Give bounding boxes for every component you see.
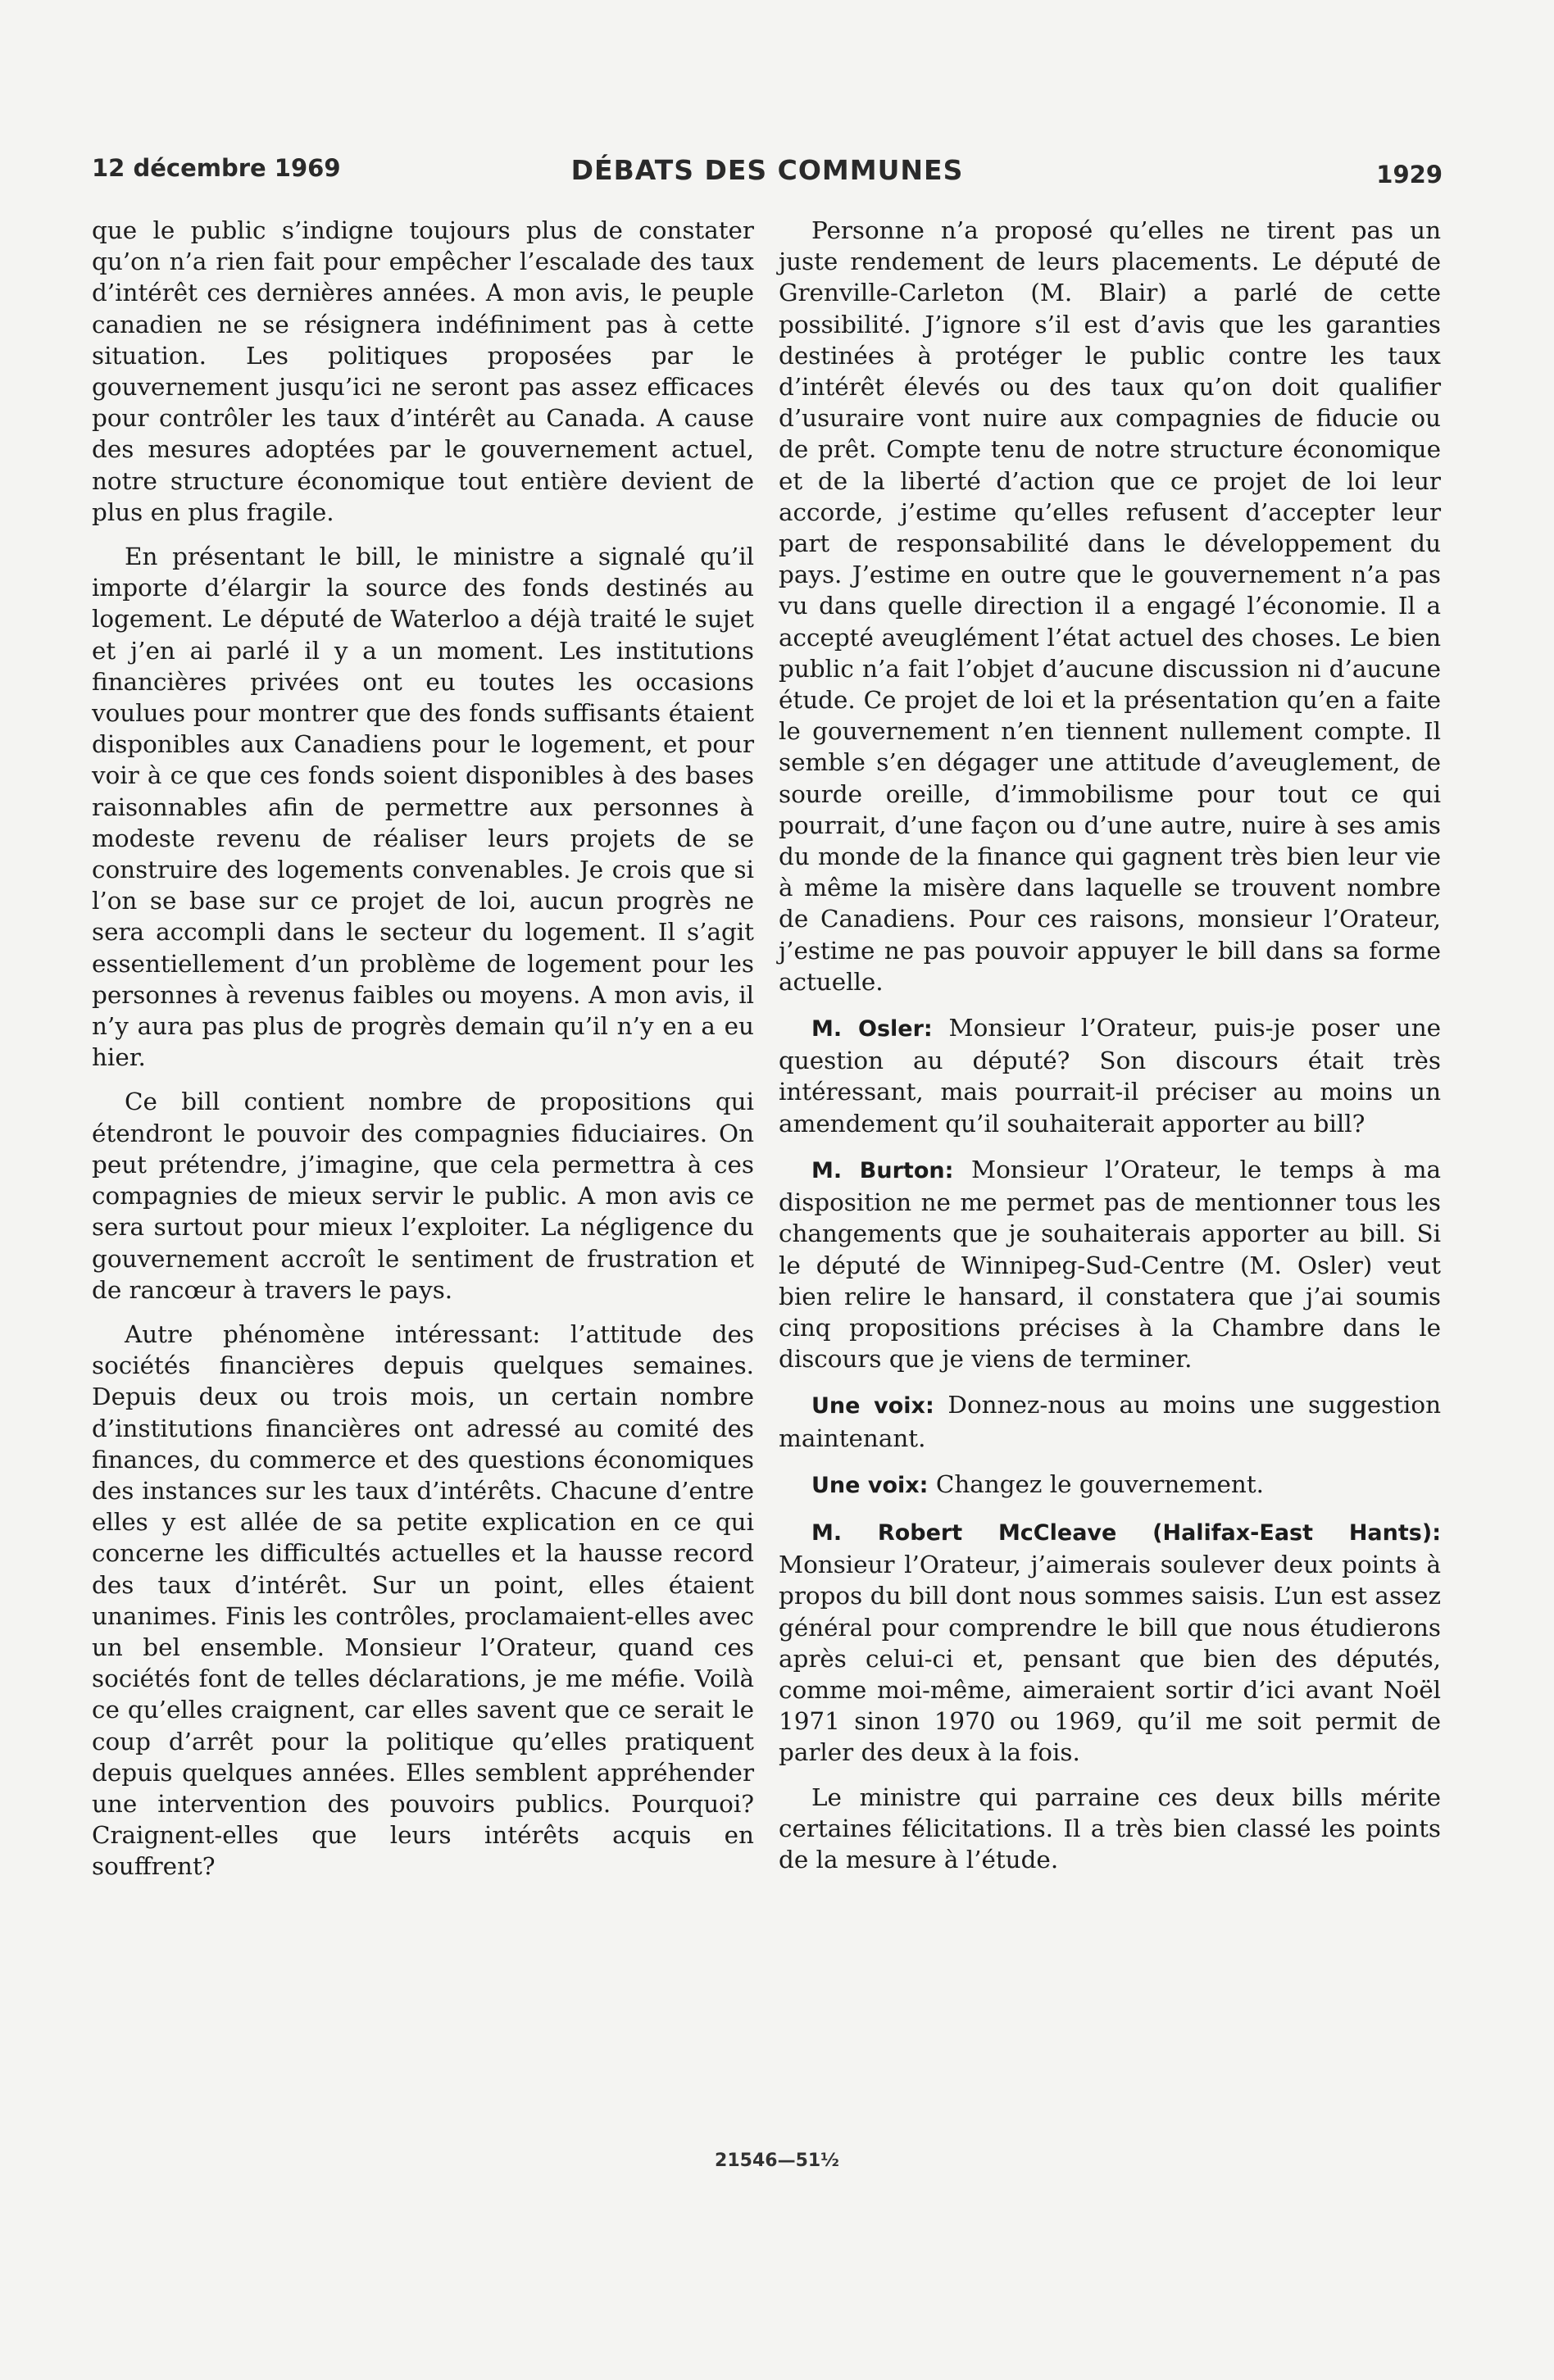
left-column	[92, 215, 754, 1896]
speech-text: Donnez-nous au moins une suggestion maintenant.	[779, 1391, 1442, 1452]
paragraph: Autre phénomène intéressant: l’attitude des sociétés financières depuis quelques semaines. Depuis deux ou trois mois, un certain nombre d’institutions financières ont adressé au comité des finances, du commerce et des questions économiques des instances sur les taux d’intérêts. Chacune d’entre elles y est allée de sa petite explication en ce qui concerne les difficultés actuelles et la hausse record des taux d’intérêt. Sur un point, elles étaient unanimes. Finis les contrôles, proclamaient-elles avec un bel ensemble. Monsieur l’Orateur, quand ces sociétés font de telles déclarations, je me méfie. Voilà ce qu’elles craignent, car elles savent que ce serait le coup d’arrêt pour la politique qu’elles pratiquent depuis quelques années. Elles semblent appréhender une intervention des pouvoirs publics. Pourquoi? Craignent-elles que leurs intérêts acquis en souffrent?	[92, 1319, 754, 1881]
paragraph: Le ministre qui parraine ces deux bills mérite certaines félicitations. Il a très bien classé les points de la mesure à l’étude.	[779, 1783, 1441, 1874]
right-column	[779, 215, 1441, 1888]
speech-text: Changez le gouvernement.	[935, 1469, 1265, 1498]
speech-text: Monsieur l’Orateur, le temps à ma disposition ne me permet pas de mentionner tous les changements que je souhaiterais apporter au bill. Si le député de Winnipeg-Sud-Centre (M. Osler) veut bien relire le hansard, il constatera que j’ai soumis cinq propositions précises à la Chambre dans le discours que je viens de terminer.	[779, 1155, 1441, 1374]
speech-text: Monsieur l’Orateur, j’aimerais soulever deux points à propos du bill dont nous sommes saisis. L’un est assez général pour comprendre le bill que nous étudierons après celui-ci et, pensant que bien des députés, comme moi-même, aimeraient sortir d’ici avant Noël 1971 sinon 1970 ou 1969, qu’il me soit permit de parler des deux à la fois.	[779, 1551, 1441, 1767]
printer-signature: 21546—51½	[715, 2151, 839, 2171]
paragraph: Ce bill contient nombre de propositions qui étendront le pouvoir des compagnies fiduciaires. On peut prétendre, j’imagine, que cela permettra à ces compagnies de mieux servir le public. A mon avis ce sera surtout pour mieux l’exploiter. La négligence du gouvernement accroît le sentiment de frustration et de rancœur à travers le pays.	[92, 1088, 754, 1304]
speech-mccleave	[779, 1516, 1441, 1769]
speaker-name: M. Burton:	[811, 1157, 954, 1183]
page-header	[92, 154, 1443, 195]
speech-voice-2	[779, 1469, 1441, 1501]
speech-burton	[779, 1154, 1441, 1374]
speech-osler	[779, 1012, 1441, 1139]
header-title: DÉBATS DES COMMUNES	[570, 154, 964, 186]
paragraph: En présentant le bill, le ministre a signalé qu’il importe d’élargir la source des fonds destinés au logement. Le député de Waterloo a déjà traité le sujet et j’en ai parlé il y a un moment. Les institutions financières privées ont eu toutes les occasions voulues pour montrer que des fonds suffisants étaient disponibles aux Canadiens pour le logement, et pour voir à ce que ces fonds soient disponibles à des bases raisonnables afin de permettre aux personnes à modeste revenu de réaliser leurs projets de se construire des logements convenables. Je crois que si l’on se base sur ce projet de loi, aucun progrès ne sera accompli dans le secteur du logement. Il s’agit essentiellement d’un problème de logement pour les personnes à revenus faibles ou moyens. A mon avis, il n’y aura pas plus de progrès demain qu’il n’y en a eu hier.	[92, 543, 754, 1072]
speaker-name: Une voix:	[811, 1472, 929, 1498]
speaker-name: M. Osler:	[811, 1016, 933, 1042]
speaker-name: Une voix:	[811, 1393, 934, 1419]
speech-text: Monsieur l’Orateur, puis-je poser une question au député? Son discours était très intéressant, mais pourrait-il préciser au moins un amendement qu’il souhaiterait apporter au bill?	[779, 1014, 1442, 1138]
page-number: 1929	[1376, 161, 1443, 188]
speech-voice-1	[779, 1389, 1441, 1453]
paragraph: que le public s’indigne toujours plus de constater qu’on n’a rien fait pour empêcher l’escalade des taux d’intérêt ces dernières années. A mon avis, le peuple canadien ne se résignera indéfiniment pas à cette situation. Les politiques proposées par le gouvernement jusqu’ici ne seront pas assez efficaces pour contrôler les taux d’intérêt au Canada. A cause des mesures adoptées par le gouvernement actuel, notre structure économique tout entière devient de plus en plus fragile.	[92, 216, 754, 526]
speaker-name: M. Robert McCleave (Halifax-East Hants):	[811, 1519, 1441, 1546]
paragraph: Personne n’a proposé qu’elles ne tirent pas un juste rendement de leurs placements. Le député de Grenville-Carleton (M. Blair) a parlé de cette possibilité. J’ignore s’il est d’avis que les garanties destinées à protéger le public contre les taux d’intérêt élevés ou des taux qu’on doit qualifier d’usuraire vont nuire aux compagnies de fiducie ou de prêt. Compte tenu de notre structure économique et de la liberté d’action que ce projet de loi leur accorde, j’estime qu’elles refusent d’accepter leur part de responsabilité dans le développement du pays. J’estime en outre que le gouvernement n’a pas vu dans quelle direction il a engagé l’économie. Il a accepté aveuglément l’état actuel des choses. Le bien public n’a fait l’objet d’aucune discussion ni d’aucune étude. Ce projet de loi et la présentation qu’en a faite le gouvernement n’en tiennent nullement compte. Il semble s’en dégager une attitude d’aveuglement, de sourde oreille, d’immobilisme pour tout ce qui pourrait, d’une façon ou d’une autre, nuire à ses amis du monde de la finance qui gagnent très bien leur vie à même la misère dans laquelle se trouvent nombre de Canadiens. Pour ces raisons, monsieur l’Orateur, j’estime ne pas pouvoir appuyer le bill dans sa forme actuelle.	[779, 216, 1441, 996]
header-date: 12 décembre 1969	[92, 154, 341, 182]
